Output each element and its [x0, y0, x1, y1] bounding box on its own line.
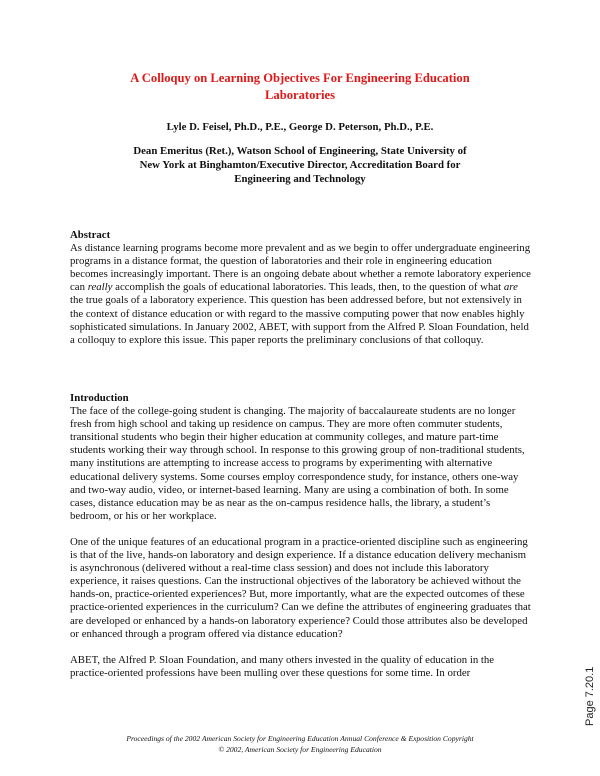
introduction-section: [70, 392, 532, 680]
affiliation-line-1: Dean Emeritus (Ret.), Watson School of Engineering, State University of: [133, 145, 467, 157]
introduction-paragraph-2: One of the unique features of an educational program in a practice-oriented discipline such as engineering is that of the live, hands-on laboratory and design experience. If a distance education delivery mechanism is asynchronous (delivered without a real-time class session) and does not include this laboratory experience, it raises questions. Can the instructional objectives of the laboratory be achieved without the hands-on, practice-oriented experiences? But, more importantly, what are the expected outcomes of these practice-oriented experiences in the curriculum? Can we define the attributes of engineering graduates that are developed or enhanced by a hands-on laboratory experience? Could those attributes also be developed or enhanced through a program offered via distance education?: [70, 535, 531, 640]
abstract-text-part-2: accomplish the goals of educational laboratories. This leads, then, to the question of what: [112, 281, 504, 294]
affiliation-line-3: Engineering and Technology: [234, 173, 366, 185]
introduction-paragraph-1: The face of the college-going student is changing. The majority of baccalaureate students are no longer fresh from high school and taking up residence on campus. They are more often commuter students, transitional students who begin their higher education at community colleges, and mature part-time students working their way through school. In response to this growing group of non-traditional students, many institutions are attempting to increase access to programs by experimenting with alternative educational delivery systems. Some courses employ correspondence study, for instance, others one-way and two-way audio, video, or internet-based learning. Many are using a combination of both. In some cases, distance education may be as near as the on-campus residence halls, the library, a student’s bedroom, or his or her workplace.: [70, 405, 525, 522]
footer-line-2: © 2002, American Society for Engineering Education: [218, 745, 382, 754]
affiliation-line-2: New York at Binghamton/Executive Director, Accreditation Board for: [139, 159, 461, 171]
abstract-text-part-3: the true goals of a laboratory experience. This question has been addressed before, but not extensively in the context of distance education or with regard to the massive computing power that now enables highly sophisticated simulations. In January 2002, ABET, with support from the Alfred P. Sloan Foundation, held a colloquy to explore this issue. This paper reports the preliminary conclusions of that colloquy.: [70, 294, 529, 346]
abstract-emphasis-are: are: [503, 281, 518, 294]
abstract-text: [70, 242, 532, 347]
paper-title-line-1: A Colloquy on Learning Objectives For Engineering Education: [130, 71, 470, 85]
author-affiliation: [100, 144, 500, 186]
page-number: Page 7.20.1: [584, 666, 596, 726]
abstract-section: [70, 229, 532, 347]
paper-authors: Lyle D. Feisel, Ph.D., P.E., George D. Peterson, Ph.D., P.E.: [166, 121, 434, 133]
paper-title-line-2: Laboratories: [265, 88, 335, 102]
abstract-emphasis-really: really: [87, 281, 113, 294]
introduction-paragraph-3: ABET, the Alfred P. Sloan Foundation, and many others invested in the quality of education in the practice-oriented professions have been mulling over these questions for some time. In order: [70, 653, 495, 679]
abstract-text-part-1: As distance learning programs become more prevalent and as we begin to offer undergraduate engineering programs in a distance format, the question of laboratories and their role in engineering education becomes increasingly important. There is an ongoing debate about whether a remote laboratory experience can: [70, 242, 531, 294]
page-footer: [60, 733, 540, 755]
footer-line-1: Proceedings of the 2002 American Society for Engineering Education Annual Conference & Exposition Copyright: [126, 734, 474, 743]
abstract-heading: Abstract: [70, 229, 111, 241]
paper-title: [60, 70, 540, 104]
introduction-heading: Introduction: [70, 392, 129, 404]
